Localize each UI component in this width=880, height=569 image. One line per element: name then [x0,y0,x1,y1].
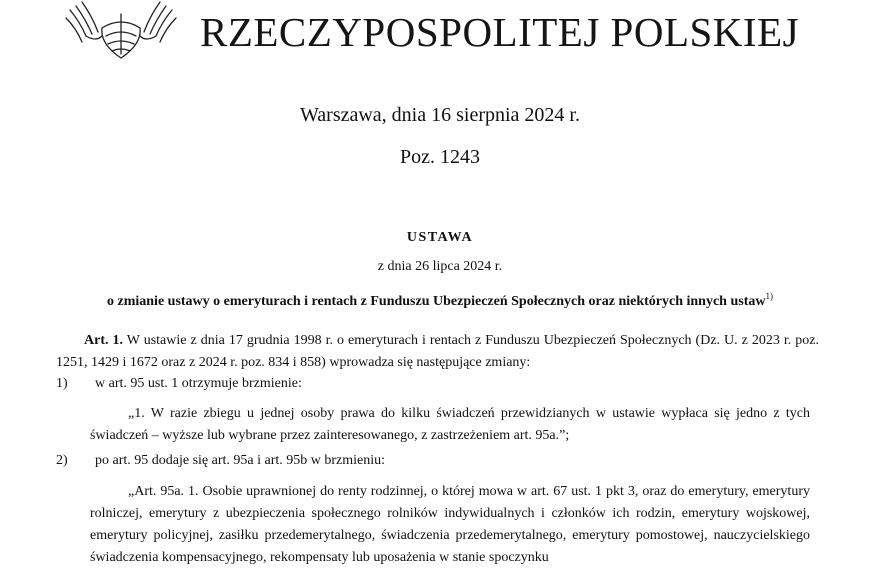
point-1-quote-text: „1. W razie zbiegu u jednej osoby prawa do kilku świadczeń przewidzianych w ustawie wypłaca się jedno z tych świadczeń – wyższe lub wybrane przez zainteresowanego, z zastrzeżeniem art. 95a.”; [90,406,810,443]
point-1-quote [90,403,810,447]
point-1-text: w art. 95 ust. 1 otrzymuje brzmienie: [95,376,302,391]
act-type: USTAWA [406,230,474,245]
article-1-label: Art. 1. [84,333,123,348]
article-1-paragraph [56,330,819,374]
point-2-number: 2) [56,453,68,468]
point-2-text: po art. 95 dodaje się art. 95a i art. 95b w brzmieniu: [95,453,386,468]
act-title [0,291,880,310]
polish-eagle-emblem-icon [62,0,180,64]
point-2-quote-text: „Art. 95a. 1. Osobie uprawnionej do renty rodzinnej, o której mowa w art. 67 ust. 1 pkt 3, oraz do emerytury, emerytury rolniczej, emerytury z ubezpieczenia społecznego rolników indywidualnych i członków ich rodzin, emerytury wojskowej, emerytury policyjnej, zasiłku przedemerytalnego, świadczenia przedemerytalnego, emerytury pomostowej, nauczycielskiego świadczenia kompensacyjnego, rekompensaty lub uposażenia w stanie spoczynku [90,484,810,565]
act-date: z dnia 26 lipca 2024 r. [377,259,503,274]
point-1-number: 1) [56,376,68,391]
point-2-quote [90,481,810,569]
act-title-text: o zmianie ustawy o emeryturach i rentach z Funduszu Ubezpieczeń Społecznych oraz niektórych innych ustaw [107,294,766,309]
publication-dateline: Warszawa, dnia 16 sierpnia 2024 r. [300,104,580,126]
publication-position: Poz. 1243 [400,146,480,168]
header-title: RZECZYPOSPOLITEJ POLSKIEJ [200,9,800,55]
article-1-text: W ustawie z dnia 17 grudnia 1998 r. o emeryturach i rentach z Funduszu Ubezpieczeń Społecznych (Dz. U. z 2023 r. poz. 1251, 1429 i 1672 oraz z 2024 r. poz. 834 i 858) wprowadza się następujące zmiany: [56,333,819,370]
footnote-ref: 1) [765,291,773,301]
